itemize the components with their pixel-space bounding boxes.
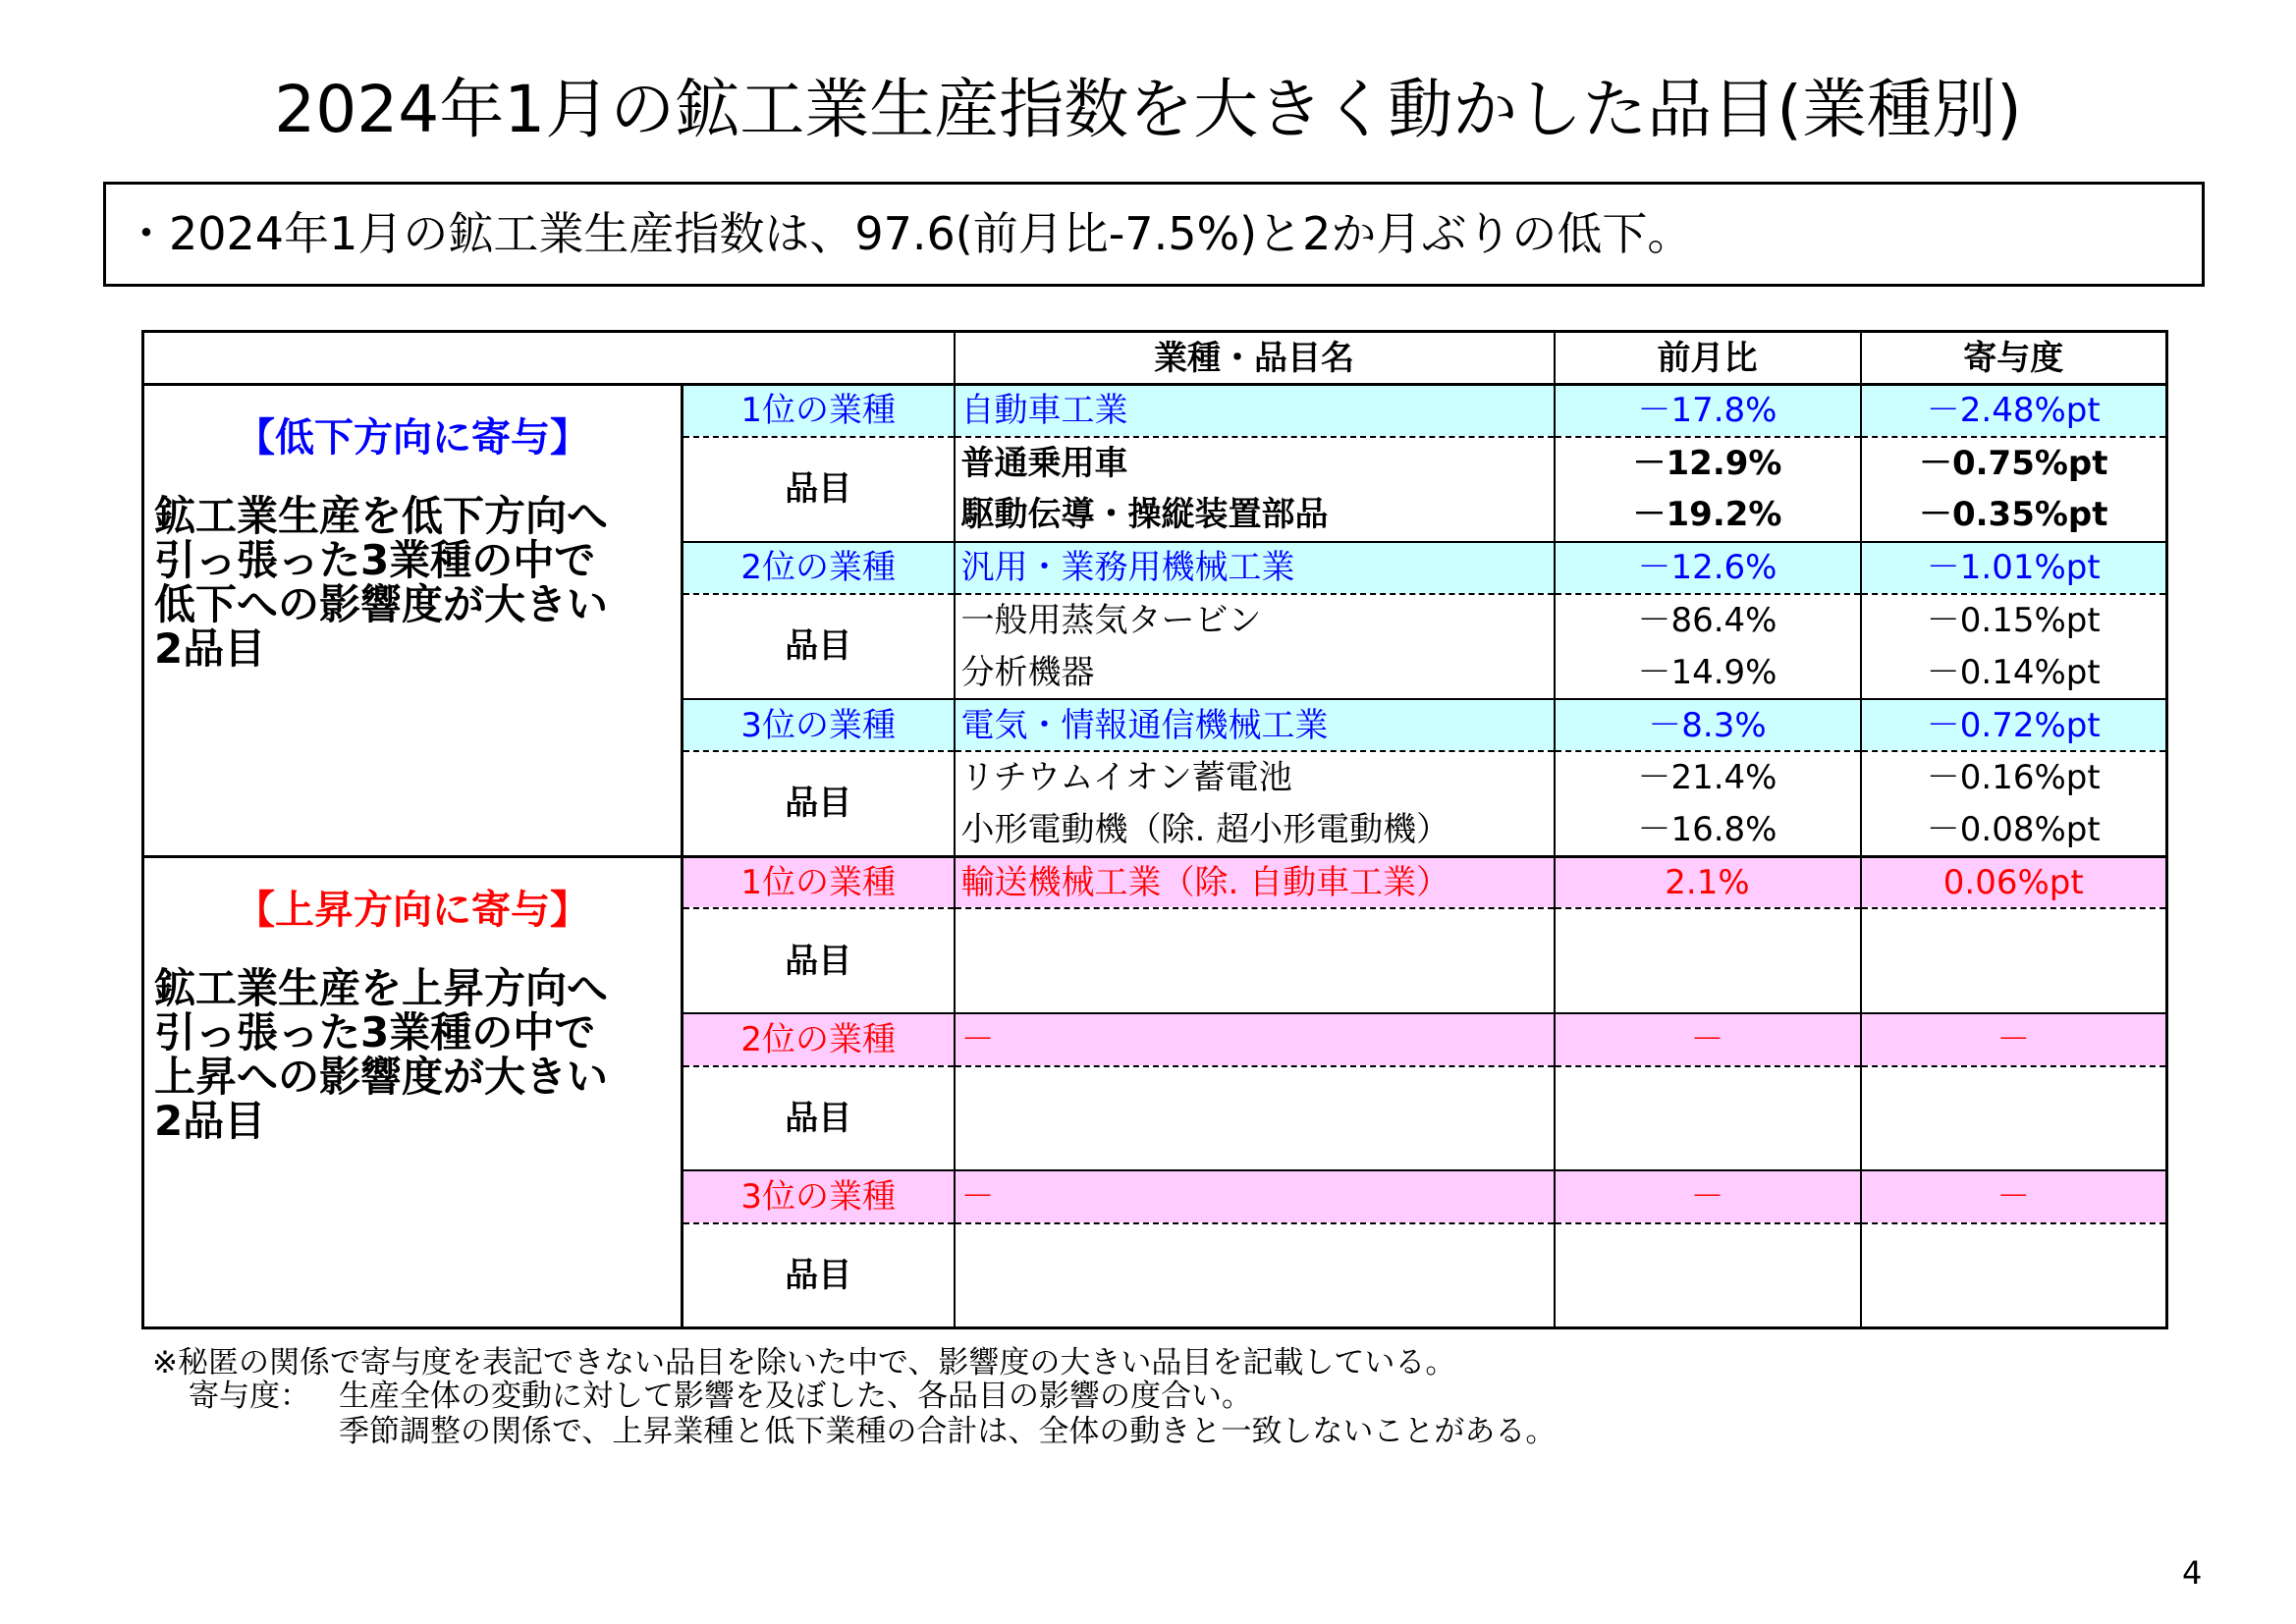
industry-mom: －8.3% bbox=[1555, 699, 1861, 751]
decrease-direction-label: 【低下方向に寄与】 bbox=[236, 415, 589, 460]
industry-name: － bbox=[955, 1013, 1555, 1065]
item-name: 一般用蒸気タービン bbox=[955, 594, 1555, 646]
industry-contribution: － bbox=[1861, 1170, 2167, 1222]
item-name bbox=[955, 908, 1555, 960]
industry-row bbox=[143, 856, 2167, 908]
page-number: 4 bbox=[2182, 1554, 2203, 1592]
header-mom: 前月比 bbox=[1555, 332, 1861, 385]
industry-mom: 2.1% bbox=[1555, 856, 1861, 908]
contribution-definition-text: 生産全体の変動に対して影響を及ぼした、各品目の影響の度合い。 bbox=[339, 1379, 1252, 1414]
item-contribution: －0.14%pt bbox=[1861, 646, 2167, 698]
page-title: 2024年1月の鉱工業生産指数を大きく動かした品目(業種別) bbox=[274, 72, 2022, 147]
industry-rank: 1位の業種 bbox=[683, 385, 955, 437]
item-name: 普通乗用車 bbox=[955, 437, 1555, 489]
industry-contribution: 0.06%pt bbox=[1861, 856, 2167, 908]
item-contribution bbox=[1861, 1118, 2167, 1170]
item-mom bbox=[1555, 1223, 1861, 1275]
industry-rank: 3位の業種 bbox=[683, 1170, 955, 1222]
item-name: リチウムイオン蓄電池 bbox=[955, 751, 1555, 803]
industry-rank: 2位の業種 bbox=[683, 542, 955, 594]
description-line: 引っ張った3業種の中で bbox=[154, 536, 596, 584]
item-name bbox=[955, 1275, 1555, 1327]
industry-contribution: － bbox=[1861, 1013, 2167, 1065]
industry-name: 輸送機械工業（除. 自動車工業） bbox=[955, 856, 1555, 908]
item-mom: －12.9% bbox=[1555, 437, 1861, 489]
industry-rank: 3位の業種 bbox=[683, 699, 955, 751]
item-mom: －19.2% bbox=[1555, 489, 1861, 541]
description-line: 鉱工業生産を低下方向へ bbox=[154, 492, 609, 540]
description-line: 2品目 bbox=[154, 1096, 266, 1145]
item-contribution: －0.08%pt bbox=[1861, 804, 2167, 856]
items-label: 品目 bbox=[683, 908, 955, 1013]
industry-contribution: －0.72%pt bbox=[1861, 699, 2167, 751]
item-name bbox=[955, 1223, 1555, 1275]
items-label: 品目 bbox=[683, 1066, 955, 1171]
increase-description bbox=[154, 963, 671, 1145]
description-line: 2品目 bbox=[154, 624, 266, 673]
item-name bbox=[955, 1118, 1555, 1170]
industry-mom: －12.6% bbox=[1555, 542, 1861, 594]
description-line: 上昇への影響度が大きい bbox=[154, 1052, 609, 1101]
footnote-seasonal-adjustment: 季節調整の関係で、上昇業種と低下業種の合計は、全体の動きと一致しないことがある。 bbox=[339, 1414, 1557, 1449]
item-name bbox=[955, 1066, 1555, 1118]
increase-direction-label: 【上昇方向に寄与】 bbox=[236, 887, 589, 933]
item-mom bbox=[1555, 1118, 1861, 1170]
contribution-table bbox=[141, 330, 2168, 1329]
item-contribution: －0.35%pt bbox=[1861, 489, 2167, 541]
summary-box bbox=[103, 182, 2205, 287]
industry-contribution: －2.48%pt bbox=[1861, 385, 2167, 437]
decrease-side-panel bbox=[143, 385, 683, 857]
header-item-name: 業種・品目名 bbox=[955, 332, 1555, 385]
industry-name: 汎用・業務用機械工業 bbox=[955, 542, 1555, 594]
item-contribution bbox=[1861, 1066, 2167, 1118]
item-contribution: －0.15%pt bbox=[1861, 594, 2167, 646]
item-mom: －16.8% bbox=[1555, 804, 1861, 856]
description-line: 低下への影響度が大きい bbox=[154, 580, 609, 628]
items-label: 品目 bbox=[683, 751, 955, 856]
industry-name: 電気・情報通信機械工業 bbox=[955, 699, 1555, 751]
item-mom: －86.4% bbox=[1555, 594, 1861, 646]
item-contribution bbox=[1861, 908, 2167, 960]
item-name: 小形電動機（除. 超小形電動機） bbox=[955, 804, 1555, 856]
item-mom bbox=[1555, 1066, 1861, 1118]
item-contribution bbox=[1861, 1223, 2167, 1275]
item-name bbox=[955, 961, 1555, 1013]
item-contribution: －0.75%pt bbox=[1861, 437, 2167, 489]
header-contribution: 寄与度 bbox=[1861, 332, 2167, 385]
item-mom bbox=[1555, 1275, 1861, 1327]
items-label: 品目 bbox=[683, 1223, 955, 1328]
description-line: 鉱工業生産を上昇方向へ bbox=[154, 963, 609, 1012]
table-header-row bbox=[143, 332, 2167, 385]
item-mom bbox=[1555, 961, 1861, 1013]
contribution-definition-label: 寄与度： bbox=[189, 1379, 310, 1414]
item-mom: －14.9% bbox=[1555, 646, 1861, 698]
item-contribution: －0.16%pt bbox=[1861, 751, 2167, 803]
industry-rank: 1位の業種 bbox=[683, 856, 955, 908]
decrease-description bbox=[154, 494, 671, 671]
item-name: 駆動伝導・操縦装置部品 bbox=[955, 489, 1555, 541]
increase-side-panel bbox=[143, 856, 683, 1328]
items-label: 品目 bbox=[683, 594, 955, 699]
industry-contribution: －1.01%pt bbox=[1861, 542, 2167, 594]
industry-rank: 2位の業種 bbox=[683, 1013, 955, 1065]
industry-name: － bbox=[955, 1170, 1555, 1222]
item-name: 分析機器 bbox=[955, 646, 1555, 698]
item-mom: －21.4% bbox=[1555, 751, 1861, 803]
footnote-confidentiality: ※秘匿の関係で寄与度を表記できない品目を除いた中で、影響度の大きい品目を記載している。 bbox=[152, 1345, 1456, 1380]
description-line: 引っ張った3業種の中で bbox=[154, 1007, 596, 1056]
item-contribution bbox=[1861, 1275, 2167, 1327]
industry-mom: － bbox=[1555, 1170, 1861, 1222]
industry-mom: －17.8% bbox=[1555, 385, 1861, 437]
industry-row bbox=[143, 385, 2167, 437]
industry-mom: － bbox=[1555, 1013, 1861, 1065]
item-mom bbox=[1555, 908, 1861, 960]
industry-name: 自動車工業 bbox=[955, 385, 1555, 437]
items-label: 品目 bbox=[683, 437, 955, 542]
summary-text: ・2024年1月の鉱工業生産指数は、97.6(前月比-7.5%)と2か月ぶりの低下。 bbox=[124, 207, 1693, 260]
item-contribution bbox=[1861, 961, 2167, 1013]
header-blank-cell bbox=[143, 332, 955, 385]
